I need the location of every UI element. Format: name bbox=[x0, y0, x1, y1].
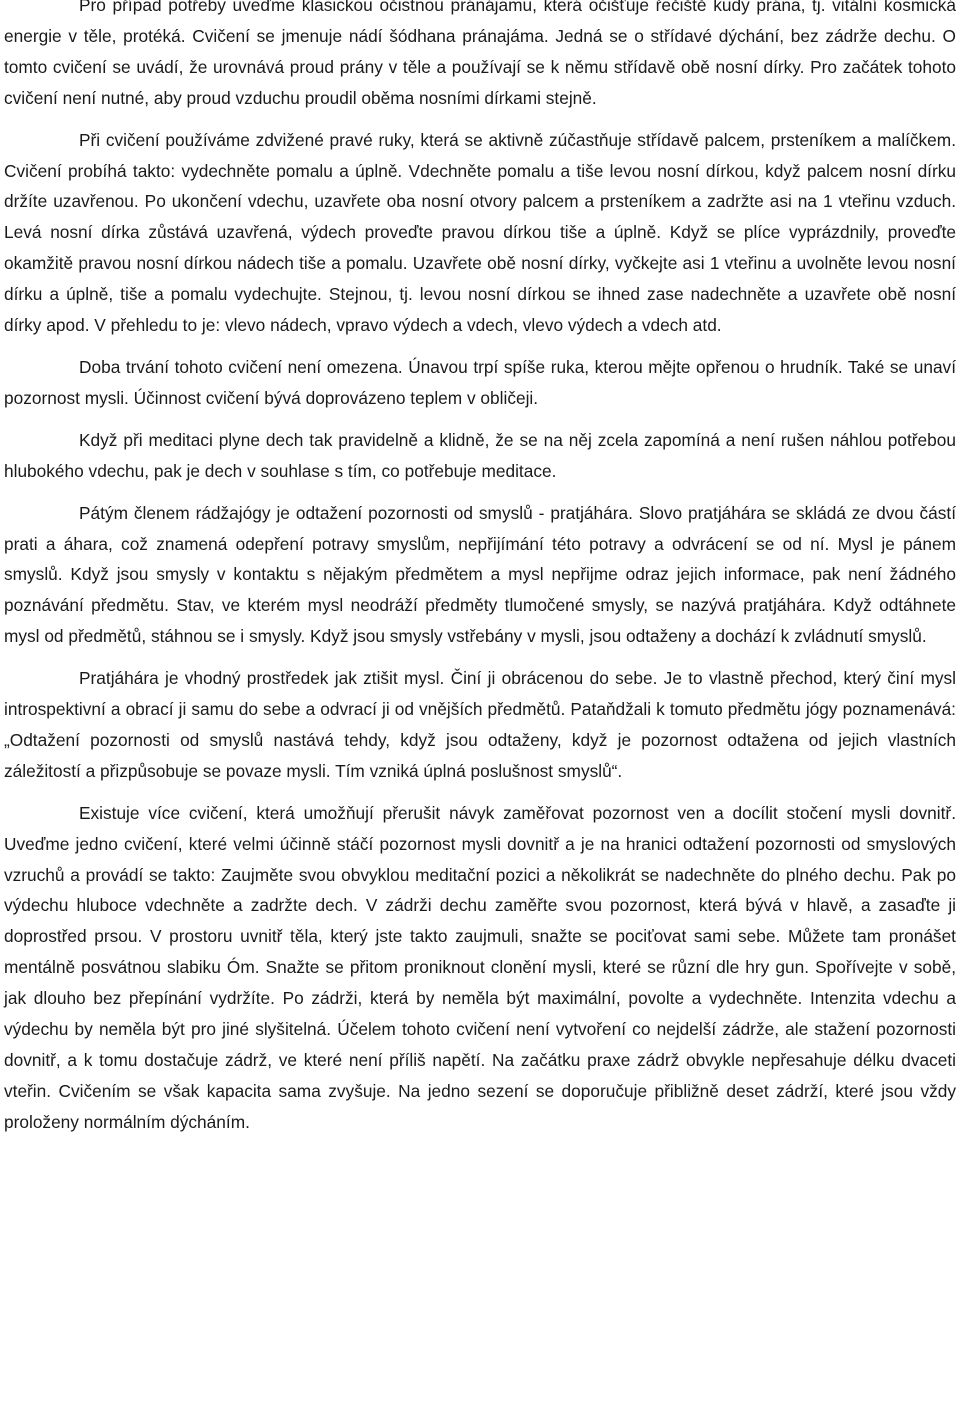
paragraph-nadi-shodhana-intro: Pro případ potřeby uveďme klasickou očistnou pránájamu, která očišťuje řečiště kudy prána, tj. vitální kosmická energie v těle, protéká. Cvičení se jmenuje nádí šódhana pránajáma. Jedná se o střídavé dýchání, bez zádrže dechu. O tomto cvičení se uvádí, že urovnává proud prány v těle a používají se k němu střídavě obě nosní dírky. Pro začátek tohoto cvičení není nutné, aby proud vzduchu proudil oběma nosními dírkami stejně. bbox=[4, 0, 956, 108]
paragraph-pratyahara-introspection: Pratjáhára je vhodný prostředek jak ztišit mysl. Činí ji obrácenou do sebe. Je to vlastně přechod, který činí mysl introspektivní a obrací ji samu do sebe a odvrací ji od vnějších předmětů. Pataňdžali k tomuto předmětu jógy poznamenává: „Odtažení pozornosti od smyslů nastává tehdy, když jsou odtaženy, když je pozornost odtažena od jejich vlastních záležitostí a přizpůsobuje se povaze mysli. Tím vzniká úplná poslušnost smyslů“. bbox=[4, 668, 956, 781]
paragraph-exercise-duration: Doba trvání tohoto cvičení není omezena. Únavou trpí spíše ruka, kterou mějte opřenou o hrudník. Také se unaví pozornost mysli. Účinnost cvičení bývá doprovázeno teplem v obličeji. bbox=[4, 356, 956, 408]
paragraph-exercise-procedure: Při cvičení používáme zdvižené pravé ruky, která se aktivně zúčastňuje střídavě palcem, prsteníkem a malíčkem. Cvičení probíhá takto: vydechněte pomalu a úplně. Vdechněte pomalu a tiše levou nosní dírkou, když palcem nosní dírku držíte uzavřenou. Po ukončení vdechu, uzavřete oba nosní otvory palcem a prsteníkem a zadržte asi na 1 vteřinu vzduch. Levá nosní dírka zůstává uzavřená, výdech proveďte pravou dírkou tiše a úplně. Když se plíce vyprázdnily, proveďte okamžitě pravou nosní dírkou nádech tiše a pomalu. Uzavřete obě nosní dírky, vyčkejte asi 1 vteřinu a uvolněte levou nosní dírku a úplně, tiše a pomalu vydechujte. Stejnou, tj. levou nosní dírkou se ihned zase nadechněte a uzavřete obě nosní dírky apod. V přehledu to je: vlevo nádech, vpravo výdech a vdech, vlevo výdech a vdech atd. bbox=[4, 129, 956, 336]
paragraph-meditation-breath: Když při meditaci plyne dech tak pravidelně a klidně, že se na něj zcela zapomíná a není rušen náhlou potřebou hlubokého vdechu, pak je dech v souhlase s tím, co potřebuje meditace. bbox=[4, 429, 956, 481]
paragraph-inward-attention-exercise: Existuje více cvičení, která umožňují přerušit návyk zaměřovat pozornost ven a docílit stočení mysli dovnitř. Uveďme jedno cvičení, které velmi účinně stáčí pozornost mysli dovnitř a je na hranici odtažení pozornosti od smyslových vzruchů a provádí se takto: Zaujměte svou obvyklou meditační pozici a několikrát se nadechněte do plného dechu. Pak po výdechu hluboce vdechněte a zadržte dech. V zádrži dechu zaměřte svou pozornost, která bývá v hlavě, a zasaďte ji doprostřed prsou. V prostoru uvnitř těla, který jste takto zaujmuli, snažte se pociťovat sami sebe. Můžete tam pronášet mentálně posvátnou slabiku Óm. Snažte se přitom proniknout clonění mysli, které se různí dle hry gun. Spořívejte v sobě, jak dlouho bez přepínání vydržíte. Po zádrži, která by neměla být maximální, povolte a vydechněte. Intenzita vdechu a výdechu by neměla být pro jiné slyšitelná. Účelem tohoto cvičení není vytvoření co nejdelší zádrže, ale stažení pozornosti dovnitř, a k tomu dostačuje zádrž, ve které není příliš napětí. Na začátku praxe zádrž obvykle nepřesahuje délku dvaceti vteřin. Cvičením se však kapacita sama zvyšuje. Na jedno sezení se doporučuje přibližně deset zádrží, které jsou vždy proloženy normálním dýcháním. bbox=[4, 802, 956, 1132]
paragraph-pratyahara-definition: Pátým členem rádžajógy je odtažení pozornosti od smyslů - pratjáhára. Slovo pratjáhára se skládá ze dvou částí prati a áhara, což znamená odepření potravy smyslům, nepřijímání této potravy a odvrácení se od ní. Mysl je pánem smyslů. Když jsou smysly v kontaktu s nějakým předmětem a mysl nepřijme odraz jejich informace, pak není žádného poznávání předmětu. Stav, ve kterém mysl neodráží předměty tlumočené smysly, se nazývá pratjáhára. Když odtáhnete mysl od předmětů, stáhnou se i smysly. Když jsou smysly vstřebány v mysli, jsou odtaženy a dochází k zvládnutí smyslů. bbox=[4, 502, 956, 647]
